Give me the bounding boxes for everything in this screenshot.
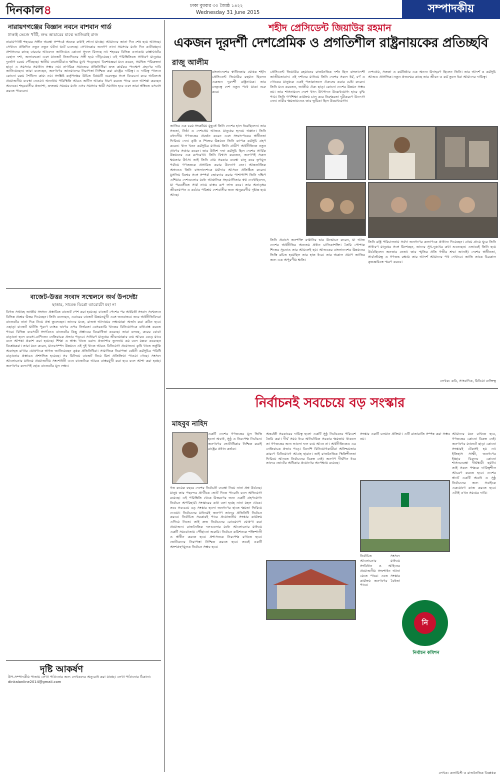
second-article-col3-continued: নির্বাচিত সংসদে আলোচনার মাধ্যমে সংবিধান ও আইনের প্রয়োজনীয় সংশোধন আনা যেতে পারে। এতে সংস্কার কার্যক্রম জনগণের বৈধতা পাবে। <box>360 554 400 588</box>
notice-title: দৃষ্টি আকর্ষণ <box>40 665 84 675</box>
section-label: সম্পাদকীয় <box>402 0 500 18</box>
photo-image <box>369 127 435 179</box>
main-article-kicker: শহীদ প্রেসিডেন্ট জিয়াউর রহমান <box>268 23 392 34</box>
left-article-2-headline[interactable]: বাজেট-উত্তর সংবাদ সম্মেলনে অর্থ উপদেষ্টা <box>30 294 138 301</box>
newspaper-logo[interactable] <box>6 2 52 22</box>
second-article-author-note: লেখক: কলামিস্ট ও রাজনৈতিক বিশ্লেষক <box>438 771 496 775</box>
emblem-label: নির্বাচন কমিশন <box>412 651 440 656</box>
second-article-col3: সংস্কার একটি চলমান প্রক্রিয়া। এটি রাতারাতি সম্পন্ন করা সম্ভব নয়। <box>360 432 450 441</box>
second-article-col4: আমাদের মনে রাখতে হবে, গণতন্ত্রের কোনো বিকল্প নেই। জনগণের ম্যান্ডেট ছাড়া কোনো সংস্কারই টেকসই হয় না। ইতিহাস সাক্ষী, জনগণের ইচ্ছার বিরুদ্ধে কোনো শাসনব্যবস্থা দীর্ঘস্থায়ী হয়নি। তাই সকল পক্ষকে দায়িত্বশীল আচরণ করতে হবে। দেশের স্বার্থে একটি অবাধ ও সুষ্ঠু নির্বাচনের জন্য সবাইকে একযোগে কাজ করতে হবে। এটাই এখন সময়ের দাবি। <box>452 432 496 495</box>
main-article-col3: দেশপ্রেম, সততা ও কর্মনিষ্ঠার এক অনন্য উদাহরণ ছিলেন তিনি। তার আদর্শ ও কর্মসূচি আজও প্রাসঙ্গিক। নতুন প্রজন্মের কাছে তার জীবন ও কর্ম তুলে ধরা আমাদের দায়িত্ব। <box>368 70 496 79</box>
article-photo[interactable] <box>368 126 436 180</box>
photo-image <box>437 127 497 179</box>
main-article-col1: জাতির এক চরম সংকটময় মুহূর্তে তিনি দেশের হাল ধরেছিলেন। তার সততা, নিষ্ঠা ও দেশপ্রেম আজও মানুষের হৃদয়ে অম্লান। তিনি বহুদলীয় গণতন্ত্রের প্রবর্তন করেন এবং সংবাদপত্রের স্বাধীনতা ফিরিয়ে দেন। কৃষি ও শিল্পের উন্নয়নে তিনি ব্যাপক কর্মসূচি গ্রহণ করেন। খাল খনন কর্মসূচির মাধ্যমে তিনি গ্রামীণ অর্থনীতিতে নতুন প্রাণের সঞ্চার করেন। তার উনিশ দফা কর্মসূচি ছিল দেশের সার্বিক উন্নয়নের এক রূপরেখা। তিনি বিশ্বাস করতেন, জনগণই সকল ক্ষমতার উৎস। তাই তিনি গ্রাম সরকার ব্যবস্থা চালু করে তৃণমূল পর্যায়ে গণতন্ত্রকে প্রসারিত করার উদ্যোগ নেন। আন্তর্জাতিক অঙ্গনেও তিনি বাংলাদেশকে মর্যাদার আসনে প্রতিষ্ঠিত করেন। মুসলিম বিশ্বের সঙ্গে সম্পর্ক জোরদার করার পাশাপাশি তিনি দক্ষিণ এশিয়ার দেশগুলোর মধ্যে আঞ্চলিক সহযোগিতার স্বপ্ন দেখেছিলেন, যা পরবর্তীতে সার্ক নামে বাস্তব রূপ লাভ করে। তার অনাড়ম্বর জীবনযাপন ও কঠোর পরিশ্রম দেশবাসীর জন্য অনুকরণীয় দৃষ্টান্ত হয়ে আছে। <box>170 124 266 197</box>
main-article-col2-continued: তিনি প্রবাসে জনশক্তি রপ্তানির দ্বার উন্মোচন করেন, যা আজ দেশের অর্থনীতির অন্যতম প্রধান চালিকাশক্তি। তৈরি পোশাক শিল্পের সূচনাও তার আমলেই হয়। আজকের বাংলাদেশের উন্নয়নের ভিত্তি রচিত হয়েছিল তার হাত ধরে। তার অকাল প্রয়াণ জাতির জন্য এক অপূরণীয় ক্ষতি। <box>270 238 365 262</box>
second-article-intro: একটি দেশের গণতন্ত্রের মূল ভিত্তি হলো অবাধ, সুষ্ঠু ও নিরপেক্ষ নির্বাচন। জনগণের ভোটাধিকার নিশ্চিত করাই রাষ্ট্রের প্রধান কর্তব্য। <box>208 432 262 451</box>
second-article-col1: গত কয়েক বছরে দেশের নির্বাচনী ব্যবস্থা নিয়ে নানা প্রশ্ন উঠেছে। মানুষ তার পছন্দের প্রার্থীকে ভোট দিতে পারেনি বলে অভিযোগ রয়েছে। এই পরিস্থিতি থেকে উত্তরণের জন্য একটি গ্রহণযোগ্য নির্বাচন অপরিহার্য। সংস্কারের কথা বলা হচ্ছে নানা মহল থেকে। তবে সবচেয়ে বড় সংস্কার হলো জনগণের হাতে ক্ষমতা ফিরিয়ে দেওয়া। নির্বাচনের মাধ্যমেই জনগণ তাদের প্রতিনিধি নির্বাচন করবে। নির্বাচিত সরকারই পারে প্রয়োজনীয় সংস্কার কার্যক্রম এগিয়ে নিতে। তাই দ্রুত নির্বাচনের রোডম্যাপ ঘোষণা করা প্রয়োজন। রাজনৈতিক দলগুলোর মধ্যে আলোচনার মাধ্যমে একটি সমঝোতায় পৌঁছানো জরুরি। নির্বাচন কমিশনকে শক্তিশালী ও স্বাধীন করতে হবে। প্রশাসনকে নিরপেক্ষ রাখতে হবে। ভোটারদের নিরাপত্তা নিশ্চিত করতে হবে। তবেই একটি অংশগ্রহণমূলক নির্বাচন সম্ভব হবে। <box>170 486 262 549</box>
article-photo[interactable] <box>436 126 498 180</box>
article-photo[interactable] <box>360 480 450 552</box>
emblem-mark: নি <box>414 612 436 634</box>
photo-image <box>307 183 365 235</box>
page-number: ৪ <box>43 3 52 17</box>
main-article-col2: প্রেসিডেন্ট জিয়াউর রহমানের রাজনৈতিক দর্শন ছিল বাংলাদেশী জাতীয়তাবাদ। এই দর্শনের মাধ্যমে তিনি দেশের সকল ধর্ম, বর্ণ ও গোত্রের মানুষকে একই পতাকাতলে ঐক্যবদ্ধ করার চেষ্টা করেন। তিনি মনে করতেন, জাতীয় ঐক্য ছাড়া কোনো দেশের উন্নয়ন সম্ভব নয়। তার শাসনামলে দেশে খাদ্য উৎপাদন উল্লেখযোগ্য হারে বৃদ্ধি পায়। তিনি গণশিক্ষা কার্যক্রম চালু করে নিরক্ষরতা দূরীকরণে উদ্যোগ নেন। নারীর ক্ষমতায়নেও তার ভূমিকা ছিল উল্লেখযোগ্য। <box>270 70 365 104</box>
main-article-col3-continued: তিনি রাষ্ট্র পরিচালনায় সর্বদা জনগণের কল্যাণকে প্রাধান্য দিয়েছেন। গ্রামে গ্রামে ঘুরে তিনি সাধারণ মানুষের সঙ্গে মিশেছেন, তাদের সুখ-দুঃখের কথা শুনেছেন। এভাবেই তিনি হয়ে উঠেছিলেন জনতার নেতা। তার স্মৃতির প্রতি গভীর শ্রদ্ধা জানাই। দেশের স্বাধীনতা, সার্বভৌমত্ব ও গণতন্ত্র রক্ষায় তার আদর্শ আমাদের পথ দেখাবে। জাতি তাকে চিরকাল কৃতজ্ঞচিত্তে স্মরণ করবে। <box>368 240 496 264</box>
second-article-byline: মাহবুব নাহিদ <box>172 420 208 428</box>
photo-image <box>369 183 497 237</box>
left-article-1-headline[interactable]: নারায়ণগঞ্জের বিজ্ঞান নবনে বাশবান গার্ড <box>8 23 112 31</box>
column-divider <box>164 20 165 772</box>
left-article-2-subhead: ছাত্তার, সাবেক ডিপ্লো ব্যারোটো মহা না <box>52 302 116 307</box>
article-photo[interactable] <box>306 126 366 180</box>
notice-text[interactable]: উপ-সম্পাদকীয় পাতায় লেখা পাঠানোর জন্য লেখকদের অনুরোধ করা যাচ্ছে। লেখা পাঠানোর ঠিকানা: dinkalonline2014@gmail.com <box>8 675 151 684</box>
left-divider <box>6 288 161 289</box>
second-article-headline[interactable]: নির্বাচনই সবচেয়ে বড় সংস্কার <box>255 396 405 411</box>
author-portrait <box>172 70 212 122</box>
portrait-icon <box>173 433 207 483</box>
portrait-icon <box>173 71 211 121</box>
article-photo[interactable] <box>306 182 366 236</box>
left-article-1-body: নারায়ণগঞ্জ শহরের সঙ্গীন অবস্থা সম্পর্কে অনেক কথাই শোনা যাচ্ছে। আমাদের জানা দিন শেষ হয়ে আসছে। সেখানে প্রতিদিন নতুন নতুন ঘটনা ঘটে চলেছে। সেখানকার জনগণ নানা সমস্যার মধ্যে দিন কাটাচ্ছেন। প্রশাসনের কাছে বারবার আবেদন জানিয়েও কোনো সুফল মিলছে না। শহরের বিভিন্ন এলাকায় রাস্তাঘাটের বেহাল দশা, জলাবদ্ধতা এবং যানজট নিত্যদিনের সঙ্গী হয়ে দাঁড়িয়েছে। এই পরিস্থিতিতে সাধারণ মানুষের দুর্ভোগ চরমে পৌঁছেছে। স্থানীয় ব্যবসায়ীরাও ক্ষতির মুখে পড়েছেন। বিশেষজ্ঞরা মনে করেন, সমন্বিত পরিকল্পনা ছাড়া এ সমস্যার সমাধান সম্ভব নয়। নাগরিক সমাজের প্রতিনিধিরা দ্রুত কার্যকর পদক্ষেপ গ্রহণের দাবি জানিয়েছেন। তারা বলেছেন, জনগণের জানমালের নিরাপত্তা নিশ্চিত করা রাষ্ট্রের দায়িত্ব। এ দায়িত্ব পালনে কোনো রকম শৈথিল্য কাম্য নয়। সংশ্লিষ্ট কর্তৃপক্ষের উচিত বিষয়টি গুরুত্বের সঙ্গে বিবেচনা করে অবিলম্বে প্রয়োজনীয় ব্যবস্থা নেওয়া। অন্যথায় পরিস্থিতি আরও জটিল আকার ধারণ করতে পারে বলে আশঙ্কা করছেন অনেকে। শহরবাসীর প্রত্যাশা, দ্রুততম সময়ের মধ্যে এসব সমস্যার স্থায়ী সমাধান হবে এবং তারা স্বস্তিতে বসবাস করতে পারবেন। <box>6 40 161 94</box>
logo-text: দিনকাল <box>6 3 44 17</box>
date-english: Wednesday 31 June 2015 <box>196 10 260 16</box>
left-article-1-subhead: ঢাকাই ভেজে খাঁটি, শুদ্ধ আচারের মাঝে ভাজিরাই রাজ <box>8 32 99 37</box>
section-divider <box>166 388 498 389</box>
article-photo[interactable] <box>368 182 498 238</box>
main-article-author-note: লেখক: কবি, সাংবাদিক, মিডিয়া ব্যক্তিত্ব <box>439 379 496 383</box>
main-article-headline[interactable]: একজন দূরদর্শী দেশপ্রেমিক ও প্রগতিশীল রাষ্ট্রনায়কের প্রতিচ্ছবি <box>173 36 489 51</box>
second-article-col2: অন্তর্বর্তী সরকারের দায়িত্ব হলো একটি সুষ্ঠু নির্বাচনের পরিবেশ তৈরি করা। দীর্ঘ সময় ধরে অনির্বাচিত সরকার ক্ষমতায় থাকলে তা গণতন্ত্রের জন্য ভালো ফল বয়ে আনে না। অর্থনীতিতেও এর নেতিবাচক প্রভাব পড়ে। বিদেশি বিনিয়োগকারীরা অনিশ্চয়তার কারণে বিনিয়োগে আগ্রহ হারান। তাই রাজনৈতিক স্থিতিশীলতা ফিরিয়ে আনতে নির্বাচনের বিকল্প নেই। জনগণ দীর্ঘদিন ধরে তাদের ভোটের অধিকার প্রয়োগের অপেক্ষায় রয়েছে। <box>266 432 356 466</box>
photo-image <box>361 481 449 551</box>
date-bangla: ঢাকা বুধবার ৩০ জ্যৈষ্ঠ ১৪২২ <box>190 4 243 9</box>
article-photo[interactable] <box>266 560 356 620</box>
photo-image <box>267 561 355 619</box>
photo-image <box>307 127 365 179</box>
main-article-byline: রাজু আলীম <box>172 58 209 67</box>
author-portrait <box>172 432 208 484</box>
left-article-2-body: বিগত সপ্তাহে জাতীয় সংসদে প্রস্তাবিত বাজেট পেশ করা হয়েছে। বাজেট পেশের পর অর্থমন্ত্রী সংবাদ সম্মেলনে বিভিন্ন প্রশ্নের উত্তর দিয়েছেন। তিনি বলেছেন, এবারের বাজেট উন্নয়নমুখী এবং জনবান্ধব। তবে অর্থনীতিবিদরা বাজেটের নানা দিক নিয়ে প্রশ্ন তুলেছেন। তাদের মতে, রাজস্ব আদায়ের লক্ষ্যমাত্রা অর্জন করা কঠিন হবে। এছাড়া বাজেট ঘাটতি পূরণে ব্যাংক ঋণের ওপর নির্ভরতা বেসরকারি খাতের বিনিয়োগকে বাধাগ্রস্ত করতে পারে। বিভিন্ন ব্যবসায়ী সংগঠনও বাজেটের কিছু প্রস্তাবের বিরোধিতা করেছে। তারা বলছে, করের বোঝা বাড়ানো হলে ব্যবসা-বাণিজ্যে নেতিবাচক প্রভাব পড়বে। সাধারণ মানুষের জীবনযাত্রার ব্যয় আরও বেড়ে যাবে বলে আশঙ্কা প্রকাশ করা হয়েছে। শিক্ষা ও স্বাস্থ্য খাতে বরাদ্দ প্রত্যাশার তুলনায় কম বলে মন্তব্য করেছেন বিশ্লেষকরা। তারা মনে করেন, মানবসম্পদ উন্নয়নে এই দুই খাতে আরও বিনিয়োগ প্রয়োজন। কৃষি খাতে ভর্তুকি অব্যাহত রাখার ঘোষণাকে স্বাগত জানিয়েছেন কৃষক প্রতিনিধিরা। সামাজিক নিরাপত্তা বেষ্টনী কর্মসূচির পরিধি বাড়ানোর প্রস্তাবও প্রশংসিত হয়েছে। সব মিলিয়ে বাজেট নিয়ে মিশ্র প্রতিক্রিয়া পাওয়া গেছে। সংসদে আলোচনার মাধ্যমে প্রয়োজনীয় সংশোধনী এনে বাজেটকে আরও বাস্তবমুখী করা হবে বলে আশা করা হচ্ছে। জনগণের কল্যাণই হোক বাজেটের মূল লক্ষ্য। <box>6 310 161 368</box>
main-article-intro: বাংলাদেশের স্বাধীনতার ঘোষক শহীদ প্রেসিডেন্ট জিয়াউর রহমান ছিলেন একজন দূরদর্শী রাষ্ট্রনায়ক। তার নেতৃত্বে দেশ নতুন পথে যাত্রা শুরু করে। <box>212 70 266 94</box>
